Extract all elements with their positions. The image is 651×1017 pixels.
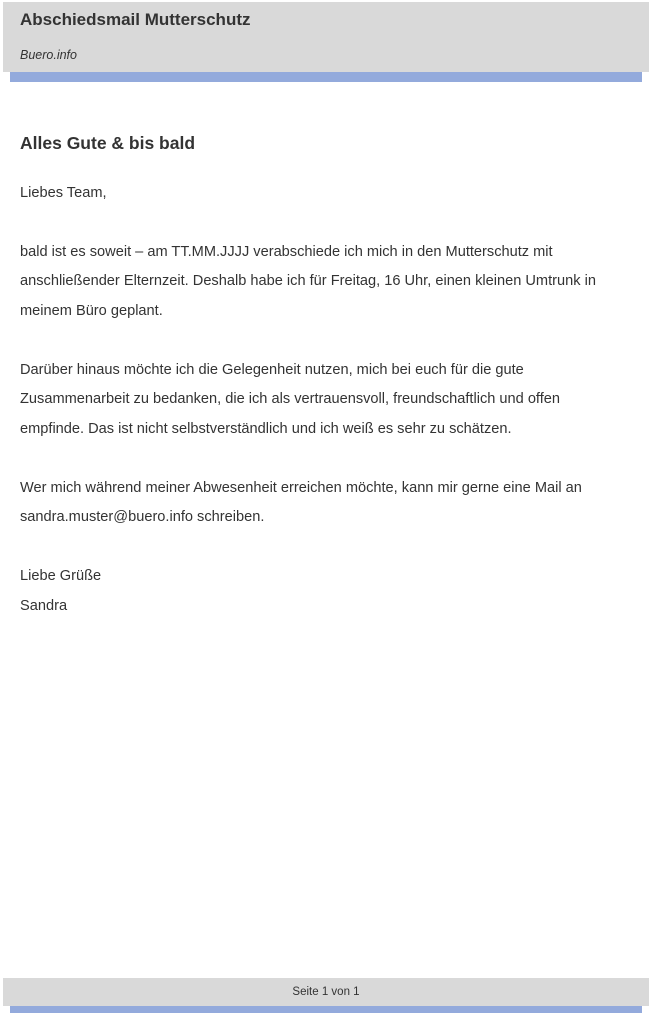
page-footer [3, 978, 649, 1006]
document-subtitle: Buero.info [20, 48, 77, 62]
letter-signature: Sandra [20, 597, 68, 614]
document-title: Abschiedsmail Mutterschutz [20, 10, 251, 29]
letter-paragraph-1: bald ist es soweit – am TT.MM.JJJJ verabschiede ich mich in den Mutterschutz mit anschließender Elternzeit. Deshalb habe ich für Freitag, 16 Uhr, einen kleinen Umtrunk in meinem Büro geplant. [20, 243, 596, 319]
footer-accent-bar [10, 1006, 642, 1013]
letter-heading: Alles Gute & bis bald [20, 133, 196, 153]
page-header [3, 2, 649, 72]
letter-paragraph-2: Darüber hinaus möchte ich die Gelegenheit nutzen, mich bei euch für die gute Zusammenarbeit zu bedanken, die ich als vertrauensvoll, freundschaftlich und offen empfinde. Das ist nicht selbstverständlich und ich weiß es sehr zu schätzen. [20, 361, 561, 437]
header-accent-bar [10, 72, 642, 82]
letter-closing: Liebe Grüße [20, 568, 102, 584]
page-number: Seite 1 von 1 [292, 986, 360, 998]
letter-greeting: Liebes Team, [20, 185, 107, 201]
letter-paragraph-3: Wer mich während meiner Abwesenheit erreichen möchte, kann mir gerne eine Mail an sandra.muster@buero.info schreiben. [20, 479, 582, 525]
letter-body [20, 129, 620, 621]
